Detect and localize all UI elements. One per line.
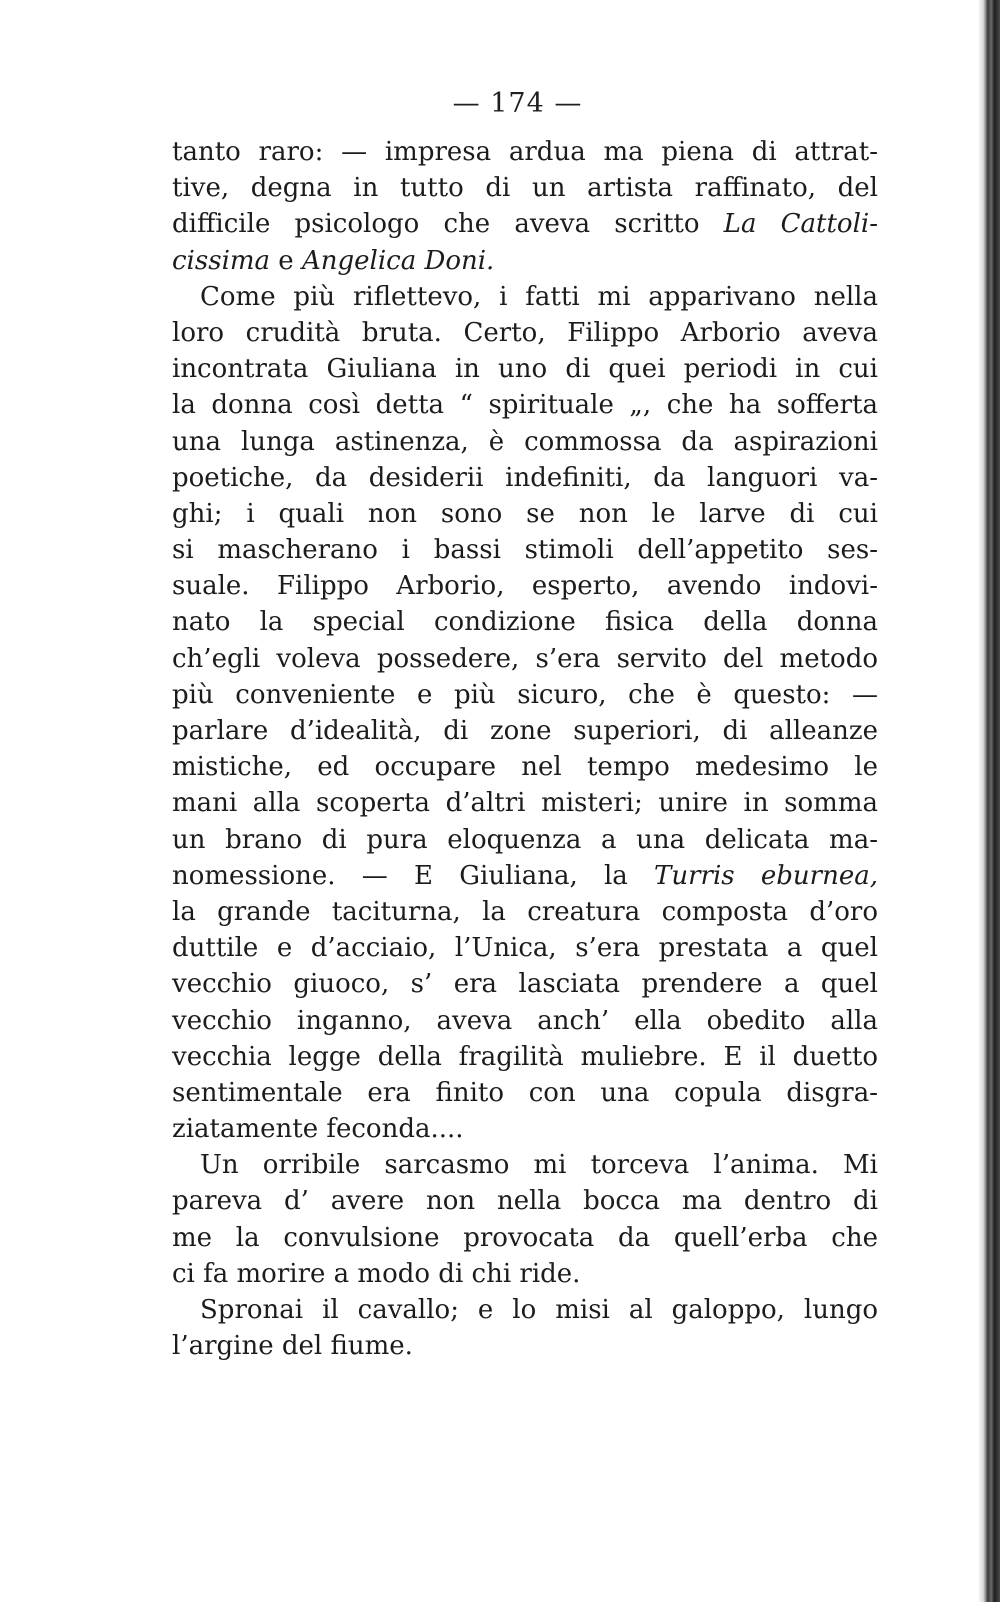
text-line: si mascherano i bassi stimoli dell’appetito ses- xyxy=(172,535,878,566)
text-line: più conveniente e più sicuro, che è questo: — xyxy=(172,679,878,710)
text-line: nato la special condizione fisica della donna xyxy=(172,607,878,638)
text-line: tive, degna in tutto di un artista raffinato, del xyxy=(172,173,878,204)
italic-title: La Cattoli- xyxy=(723,209,878,240)
text-line: loro crudità bruta. Certo, Filippo Arborio aveva xyxy=(172,317,878,348)
text-line xyxy=(172,243,878,279)
text-line: ch’egli voleva possedere, s’era servito del metodo xyxy=(172,643,878,674)
text-line: mistiche, ed occupare nel tempo medesimo le xyxy=(172,752,878,783)
text-line: incontrata Giuliana in uno di quei periodi in cui xyxy=(172,354,878,385)
text-line: mani alla scoperta d’altri misteri; unire in somma xyxy=(172,788,878,819)
text-line: l’argine del fiume. xyxy=(172,1331,413,1362)
text-line: un brano di pura eloquenza a una delicata ma- xyxy=(172,824,878,855)
italic-title: cissima xyxy=(172,245,271,276)
text-line: una lunga astinenza, è commossa da aspirazioni xyxy=(172,426,878,457)
text-span: e xyxy=(270,245,302,276)
text-line: pareva d’ avere non nella bocca ma dentro di xyxy=(172,1186,878,1217)
text-line xyxy=(172,206,878,242)
text-line: ziatamente feconda.... xyxy=(172,1114,464,1145)
text-line: Come più riflettevo, i fatti mi apparivano nella xyxy=(200,281,878,312)
text-line: poetiche, da desiderii indefiniti, da languori va- xyxy=(172,462,878,493)
text-line: vecchia legge della fragilità muliebre. E il duetto xyxy=(172,1041,878,1072)
text-line: la grande taciturna, la creatura composta d’oro xyxy=(172,896,878,927)
text-line: suale. Filippo Arborio, esperto, avendo indovi- xyxy=(172,571,878,602)
text-line: sentimentale era finito con una copula disgra- xyxy=(172,1077,878,1108)
italic-title: Angelica Doni. xyxy=(301,245,495,276)
text-line: vecchio giuoco, s’ era lasciata prendere a quel xyxy=(172,969,878,1000)
text-line: parlare d’idealità, di zone superiori, di alleanze xyxy=(172,716,878,746)
paragraph-1 xyxy=(172,134,878,279)
text-line xyxy=(172,858,878,894)
text-line: duttile e d’acciaio, l’Unica, s’era prestata a quel xyxy=(172,933,878,964)
body-text xyxy=(172,134,878,1364)
page-edge-shadow xyxy=(978,0,1000,1602)
paragraph-2 xyxy=(172,279,878,1148)
text-line: me la convulsione provocata da quell’erba che xyxy=(172,1222,878,1253)
italic-phrase: Turris eburnea, xyxy=(654,860,878,891)
text-span: nomessione. — E Giuliana, la xyxy=(172,860,655,891)
page-number: — 174 — xyxy=(452,88,583,119)
text-line: Un orribile sarcasmo mi torceva l’anima. Mi xyxy=(200,1150,878,1181)
paragraph-3 xyxy=(172,1147,878,1292)
text-line: Spronai il cavallo; e lo misi al galoppo, lungo xyxy=(200,1295,878,1325)
paragraph-4 xyxy=(172,1292,878,1364)
text-line: vecchio inganno, aveva anch’ ella obedito alla xyxy=(172,1005,878,1036)
text-line: ci fa morire a modo di chi ride. xyxy=(172,1258,581,1289)
text-line: tanto raro: — impresa ardua ma piena di attrat- xyxy=(172,137,878,167)
text-line: ghi; i quali non sono se non le larve di cui xyxy=(172,498,878,529)
text-span: difficile psicologo che aveva scritto xyxy=(172,209,724,240)
text-line: la donna così detta “ spirituale „, che ha sofferta xyxy=(172,390,878,421)
